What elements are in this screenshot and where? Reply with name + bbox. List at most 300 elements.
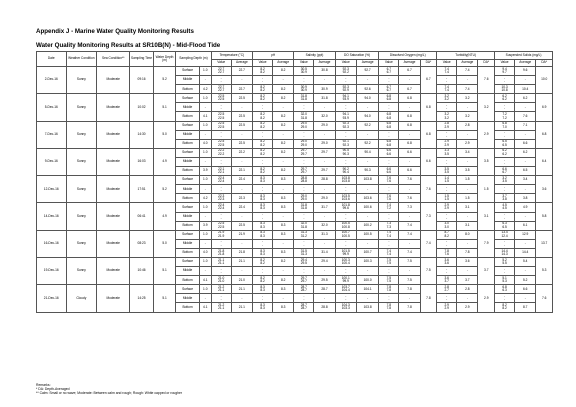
turbidity-da-cell: 2.9 <box>478 121 495 148</box>
dissolved-oxygen-values <box>379 285 399 294</box>
water-depth-cell: 5.1 <box>153 257 175 284</box>
col-water-depth: Water Depth (m) <box>153 52 175 67</box>
suspended-solids-values <box>495 276 515 285</box>
temperature-average-cell: - <box>231 185 252 194</box>
turbidity-value: 3.5 <box>444 151 449 156</box>
suspended-solids-average-cell: - <box>515 185 536 194</box>
dissolved-oxygen-values <box>379 257 399 266</box>
turbidity-average-cell: 7.4 <box>457 67 478 76</box>
weather-cell: Sunny <box>66 257 97 284</box>
salinity-value: 30.9 <box>300 70 307 75</box>
do-saturation-value: 94.1 <box>342 112 349 117</box>
sampling-depth-cell: 1.0 <box>199 176 211 185</box>
ph-average-cell: 8.2 <box>273 67 294 76</box>
dissolved-oxygen-value: 7.5 <box>386 257 392 262</box>
salinity-average-cell: 31.7 <box>314 203 335 212</box>
suspended-solids-value: - <box>504 157 506 162</box>
suspended-solids-average-cell: 3.8 <box>515 194 536 203</box>
sea-condition-cell: Moderate <box>97 176 130 203</box>
subcol-average: Average <box>515 60 536 67</box>
temperature-average-cell: 21.0 <box>231 276 252 285</box>
do-saturation-value: 104.4 <box>341 288 350 293</box>
do-saturation-average-cell: 92.7 <box>356 67 378 76</box>
do-saturation-value: 99.6 <box>342 206 349 211</box>
sampling-depth-cell: 1.0 <box>199 67 211 76</box>
depth-level-cell: Bottom <box>176 139 200 148</box>
temperature-value: 22.7 <box>218 88 225 93</box>
do-saturation-value: 92.1 <box>342 139 349 144</box>
turbidity-value: - <box>446 79 448 84</box>
turbidity-values <box>437 294 457 303</box>
ph-value: 8.3 <box>260 193 265 198</box>
ph-values <box>253 167 273 176</box>
temperature-value: - <box>220 270 222 275</box>
dissolved-oxygen-value: - <box>388 297 390 302</box>
suspended-solids-average-cell: 4.9 <box>515 203 536 212</box>
do-saturation-average-cell: 100.2 <box>356 221 378 230</box>
temperature-value: 21.2 <box>218 303 225 308</box>
turbidity-values <box>437 194 457 203</box>
turbidity-value: 3.2 <box>444 115 449 120</box>
dissolved-oxygen-value: 6.8 <box>386 97 392 102</box>
temperature-value: 21.8 <box>218 248 225 253</box>
depth-level-cell: Surface <box>176 230 200 239</box>
appendix-title: Appendix J - Marine Water Quality Monitoring Results <box>36 28 194 35</box>
suspended-solids-value: 7.2 <box>502 112 507 117</box>
dissolved-oxygen-average-cell: 6.7 <box>399 85 420 94</box>
turbidity-value: - <box>446 160 448 165</box>
salinity-average-cell: 31.3 <box>314 230 335 239</box>
salinity-value: 29.7 <box>300 279 307 284</box>
temperature-average-cell: 21.1 <box>231 303 252 312</box>
temperature-values <box>211 303 231 312</box>
remarks-note-sea: ** Calm: Small or no wave; Moderate: Between calm and rough; Rough: White capped or rougher <box>36 391 183 396</box>
suspended-solids-value: - <box>504 75 506 80</box>
suspended-solids-value: - <box>504 239 506 244</box>
temperature-value: 22.5 <box>218 221 225 226</box>
suspended-solids-da-cell: 6.9 <box>536 94 553 121</box>
do-saturation-value: 99.9 <box>342 279 349 284</box>
sampling-depth-cell: 1.0 <box>199 121 211 130</box>
do-saturation-value: 90.3 <box>342 151 349 156</box>
weather-cell: Sunny <box>66 148 97 175</box>
temperature-value: 22.4 <box>218 206 225 211</box>
ph-value: 8.2 <box>260 151 265 156</box>
dissolved-oxygen-value: 6.7 <box>386 84 392 89</box>
salinity-value: 28.7 <box>300 284 307 289</box>
dissolved-oxygen-value: - <box>388 157 390 162</box>
suspended-solids-value: 14.3 <box>501 251 508 256</box>
temperature-value: 21.1 <box>218 306 225 311</box>
temperature-values <box>211 294 231 303</box>
salinity-average-cell: - <box>314 130 335 139</box>
suspended-solids-average-cell: - <box>515 103 536 112</box>
suspended-solids-average-cell: 10.4 <box>515 85 536 94</box>
dissolved-oxygen-average-cell: - <box>399 103 420 112</box>
turbidity-average-cell: 2.8 <box>457 121 478 130</box>
suspended-solids-value: 5.3 <box>502 279 507 284</box>
temperature-value: 21.9 <box>218 230 225 235</box>
dissolved-oxygen-average-cell: 6.8 <box>399 121 420 130</box>
turbidity-value: 7.4 <box>444 88 449 93</box>
dissolved-oxygen-value: - <box>388 188 390 193</box>
ph-values <box>253 85 273 94</box>
turbidity-da-cell: 7.9 <box>478 230 495 257</box>
dissolved-oxygen-values <box>379 167 399 176</box>
temperature-value: - <box>220 103 222 108</box>
salinity-value: 31.8 <box>300 203 307 208</box>
suspended-solids-values <box>495 185 515 194</box>
subcol-value: Value <box>437 60 457 67</box>
water-depth-cell: 4.9 <box>153 203 175 230</box>
turbidity-average-cell: 1.5 <box>457 176 478 185</box>
salinity-value: 32.0 <box>300 221 307 226</box>
turbidity-value: 8.2 <box>444 233 449 238</box>
subcol-value: Value <box>211 60 231 67</box>
temperature-value: 22.5 <box>218 93 225 98</box>
temperature-value: - <box>220 133 222 138</box>
sea-condition-cell: Moderate <box>97 67 130 94</box>
temperature-average-cell: - <box>231 157 252 166</box>
depth-level-cell: Bottom <box>176 248 200 257</box>
temperature-values <box>211 276 231 285</box>
dissolved-oxygen-value: - <box>388 79 390 84</box>
do-saturation-average-cell: - <box>356 239 378 248</box>
salinity-values <box>294 76 314 85</box>
subcol-average: Average <box>314 60 335 67</box>
depth-level-cell: Bottom <box>176 276 200 285</box>
suspended-solids-value: - <box>504 106 506 111</box>
do-saturation-value: - <box>345 160 347 165</box>
suspended-solids-values <box>495 76 515 85</box>
sampling-time-cell: 09:16 <box>130 67 154 94</box>
table-title: Water Quality Monitoring Results at SR10B(N) - Mid-Flood Tide <box>36 42 221 49</box>
dissolved-oxygen-values <box>379 267 399 276</box>
turbidity-average-cell: 3.4 <box>457 148 478 157</box>
turbidity-values <box>437 121 457 130</box>
temperature-value: 22.4 <box>218 179 225 184</box>
sampling-depth-cell: 1.0 <box>199 148 211 157</box>
temperature-average-cell: 22.1 <box>231 167 252 176</box>
table-row <box>37 176 553 185</box>
salinity-value: 29.0 <box>300 193 307 198</box>
turbidity-value: 3.0 <box>444 224 449 229</box>
subcol-average: Average <box>457 60 478 67</box>
salinity-values <box>294 276 314 285</box>
turbidity-values <box>437 176 457 185</box>
do-saturation-value: 103.3 <box>341 306 350 311</box>
ph-value: - <box>262 270 264 275</box>
ph-values <box>253 148 273 157</box>
dissolved-oxygen-values <box>379 248 399 257</box>
ph-average-cell: 8.3 <box>273 176 294 185</box>
ph-values <box>253 267 273 276</box>
salinity-value: 29.0 <box>300 142 307 147</box>
dissolved-oxygen-value: - <box>388 184 390 189</box>
sea-condition-cell: Moderate <box>97 148 130 175</box>
do-saturation-value: 100.7 <box>341 230 350 235</box>
dissolved-oxygen-value: 7.6 <box>386 175 392 180</box>
sampling-depth-cell: 4.0 <box>199 248 211 257</box>
temperature-value: 22.7 <box>218 84 225 89</box>
temperature-values <box>211 239 231 248</box>
salinity-values <box>294 112 314 121</box>
ph-values <box>253 230 273 239</box>
salinity-value: 29.0 <box>300 139 307 144</box>
temperature-value: 21.0 <box>218 275 225 280</box>
temperature-values <box>211 157 231 166</box>
depth-level-cell: Middle <box>176 103 200 112</box>
ph-value: 8.2 <box>260 139 265 144</box>
turbidity-value: 3.2 <box>444 112 449 117</box>
turbidity-value: - <box>446 266 448 271</box>
suspended-solids-value: - <box>504 184 506 189</box>
subcol-value: Value <box>335 60 356 67</box>
turbidity-da-cell: 7.6 <box>478 67 495 94</box>
dissolved-oxygen-value: 6.7 <box>386 88 392 93</box>
turbidity-value: - <box>446 212 448 217</box>
ph-value: 8.3 <box>260 233 265 238</box>
salinity-value: 31.3 <box>300 251 307 256</box>
salinity-value: - <box>303 239 305 244</box>
monitoring-results-table <box>36 51 553 313</box>
ph-value: 8.2 <box>260 261 265 266</box>
suspended-solids-values <box>495 85 515 94</box>
sampling-depth-cell: - <box>199 212 211 221</box>
turbidity-values <box>437 185 457 194</box>
suspended-solids-da-cell: 3.6 <box>536 176 553 203</box>
turbidity-value: 2.9 <box>444 139 449 144</box>
subcol-value: Value <box>495 60 515 67</box>
do-saturation-average-cell: 103.8 <box>356 303 378 312</box>
turbidity-values <box>437 276 457 285</box>
dissolved-oxygen-values <box>379 221 399 230</box>
dissolved-oxygen-value: 7.4 <box>386 230 392 235</box>
turbidity-da-cell: 3.1 <box>478 203 495 230</box>
date-cell: 5-Dec-16 <box>37 94 67 121</box>
do-saturation-value: - <box>345 242 347 247</box>
remarks-note-da: * DA: Depth-Averaged <box>36 387 70 392</box>
salinity-value: - <box>303 215 305 220</box>
dissolved-oxygen-value: 6.6 <box>386 170 392 175</box>
suspended-solids-value: - <box>504 293 506 298</box>
ph-average-cell: 8.2 <box>273 148 294 157</box>
suspended-solids-value: 8.2 <box>502 303 507 308</box>
do-saturation-value: 104.3 <box>341 303 350 308</box>
turbidity-value: - <box>446 293 448 298</box>
temperature-value: - <box>220 79 222 84</box>
temperature-values <box>211 148 231 157</box>
ph-values <box>253 139 273 148</box>
do-saturation-value: - <box>345 103 347 108</box>
suspended-solids-values <box>495 176 515 185</box>
ph-value: 8.3 <box>260 221 265 226</box>
do-saturation-value: 100.1 <box>341 275 350 280</box>
temperature-values <box>211 85 231 94</box>
ph-values <box>253 103 273 112</box>
salinity-value: 32.0 <box>300 112 307 117</box>
salinity-value: 31.3 <box>300 230 307 235</box>
temperature-value: 22.5 <box>218 112 225 117</box>
dissolved-oxygen-value: - <box>388 160 390 165</box>
suspended-solids-average-cell: 5.2 <box>515 276 536 285</box>
suspended-solids-value: 5.1 <box>502 275 507 280</box>
dissolved-oxygen-value: 7.4 <box>386 233 392 238</box>
suspended-solids-value: 6.2 <box>502 151 507 156</box>
salinity-value: - <box>303 130 305 135</box>
sampling-time-cell: 14:30 <box>130 121 154 148</box>
dissolved-oxygen-values <box>379 130 399 139</box>
subcol-da: DA* <box>420 60 437 67</box>
do-saturation-values <box>335 285 356 294</box>
salinity-values <box>294 303 314 312</box>
depth-level-cell: Middle <box>176 294 200 303</box>
do-saturation-value: 94.1 <box>342 93 349 98</box>
salinity-average-cell: 29.4 <box>314 257 335 266</box>
ph-value: 8.2 <box>260 66 265 71</box>
temperature-values <box>211 130 231 139</box>
do-saturation-value: - <box>345 212 347 217</box>
ph-value: 8.2 <box>260 142 265 147</box>
ph-values <box>253 212 273 221</box>
do-saturation-average-cell: 100.0 <box>356 276 378 285</box>
ph-value: 8.3 <box>260 224 265 229</box>
table-row <box>37 148 553 157</box>
ph-average-cell: 8.3 <box>273 194 294 203</box>
remarks-title: Remarks: <box>36 383 51 387</box>
turbidity-value: 7.4 <box>444 84 449 89</box>
ph-values <box>253 67 273 76</box>
temperature-values <box>211 121 231 130</box>
weather-cell: Sunny <box>66 121 97 148</box>
suspended-solids-value: - <box>504 79 506 84</box>
ph-value: 8.3 <box>260 197 265 202</box>
ph-average-cell: 8.2 <box>273 276 294 285</box>
dissolved-oxygen-values <box>379 276 399 285</box>
salinity-values <box>294 194 314 203</box>
salinity-values <box>294 230 314 239</box>
dissolved-oxygen-average-cell: 7.4 <box>399 248 420 257</box>
turbidity-values <box>437 76 457 85</box>
depth-level-cell: Bottom <box>176 85 200 94</box>
suspended-solids-average-cell: 7.6 <box>515 112 536 121</box>
temperature-average-cell: 22.5 <box>231 139 252 148</box>
salinity-values <box>294 167 314 176</box>
temperature-value: 22.5 <box>218 224 225 229</box>
dissolved-oxygen-average-cell: 7.5 <box>399 257 420 266</box>
sampling-time-cell: 10:46 <box>130 257 154 284</box>
temperature-value: 22.7 <box>218 66 225 71</box>
col-sampling-depth: Sampling Depth (m) <box>176 52 211 67</box>
dissolved-oxygen-value: 7.8 <box>386 306 392 311</box>
turbidity-value: - <box>446 188 448 193</box>
temperature-value: - <box>220 297 222 302</box>
do-saturation-average-cell: - <box>356 294 378 303</box>
suspended-solids-values <box>495 248 515 257</box>
do-saturation-value: 103.8 <box>341 175 350 180</box>
ph-value: 8.2 <box>260 170 265 175</box>
salinity-average-cell: 32.0 <box>314 112 335 121</box>
do-saturation-value: - <box>345 75 347 80</box>
do-saturation-average-cell: - <box>356 103 378 112</box>
dissolved-oxygen-values <box>379 239 399 248</box>
suspended-solids-values <box>495 230 515 239</box>
suspended-solids-values <box>495 157 515 166</box>
do-saturation-values <box>335 76 356 85</box>
ph-values <box>253 203 273 212</box>
temperature-value: - <box>220 75 222 80</box>
temperature-value: 21.1 <box>218 288 225 293</box>
depth-level-cell: Surface <box>176 148 200 157</box>
dissolved-oxygen-da-cell: 6.8 <box>420 121 437 148</box>
dissolved-oxygen-value: 7.8 <box>386 288 392 293</box>
dissolved-oxygen-value: 6.8 <box>386 115 392 120</box>
suspended-solids-da-cell: 13.7 <box>536 230 553 257</box>
suspended-solids-value: - <box>504 266 506 271</box>
suspended-solids-average-cell: 12.9 <box>515 230 536 239</box>
water-depth-cell: 5.0 <box>153 230 175 257</box>
suspended-solids-values <box>495 221 515 230</box>
col-time: Sampling Time <box>130 52 154 67</box>
suspended-solids-da-cell: 5.8 <box>536 203 553 230</box>
turbidity-da-cell: 3.2 <box>478 94 495 121</box>
turbidity-average-cell: 3.7 <box>457 276 478 285</box>
turbidity-value: 3.3 <box>444 148 449 153</box>
suspended-solids-values <box>495 148 515 157</box>
suspended-solids-average-cell: 3.4 <box>515 176 536 185</box>
turbidity-average-cell: 3.2 <box>457 112 478 121</box>
ph-average-cell: 8.3 <box>273 230 294 239</box>
salinity-value: 29.4 <box>300 257 307 262</box>
sampling-depth-cell: - <box>199 267 211 276</box>
salinity-values <box>294 212 314 221</box>
temperature-value: 22.2 <box>218 148 225 153</box>
do-saturation-value: - <box>345 270 347 275</box>
dissolved-oxygen-average-cell: 7.5 <box>399 276 420 285</box>
turbidity-value: 2.8 <box>444 121 449 126</box>
ph-value: - <box>262 75 264 80</box>
depth-level-cell: Surface <box>176 176 200 185</box>
salinity-value: - <box>303 160 305 165</box>
ph-value: - <box>262 266 264 271</box>
salinity-value: - <box>303 293 305 298</box>
date-cell: 2-Dec-16 <box>37 67 67 94</box>
salinity-value: 29.7 <box>300 151 307 156</box>
ph-value: - <box>262 188 264 193</box>
dissolved-oxygen-average-cell: - <box>399 267 420 276</box>
salinity-value: - <box>303 297 305 302</box>
depth-level-cell: Middle <box>176 212 200 221</box>
turbidity-values <box>437 130 457 139</box>
do-saturation-values <box>335 121 356 130</box>
turbidity-values <box>437 67 457 76</box>
temperature-average-cell: 21.1 <box>231 257 252 266</box>
salinity-values <box>294 85 314 94</box>
temperature-value: 22.3 <box>218 193 225 198</box>
ph-value: - <box>262 293 264 298</box>
dissolved-oxygen-average-cell: - <box>399 185 420 194</box>
do-saturation-value: 101.8 <box>341 203 350 208</box>
dissolved-oxygen-values <box>379 157 399 166</box>
water-depth-cell: 5.2 <box>153 176 175 203</box>
ph-values <box>253 157 273 166</box>
ph-average-cell: - <box>273 185 294 194</box>
salinity-value: 31.5 <box>300 248 307 253</box>
ph-average-cell: 8.3 <box>273 303 294 312</box>
suspended-solids-average-cell: 14.4 <box>515 248 536 257</box>
dissolved-oxygen-da-cell: 6.7 <box>420 67 437 94</box>
suspended-solids-value: 6.2 <box>502 148 507 153</box>
